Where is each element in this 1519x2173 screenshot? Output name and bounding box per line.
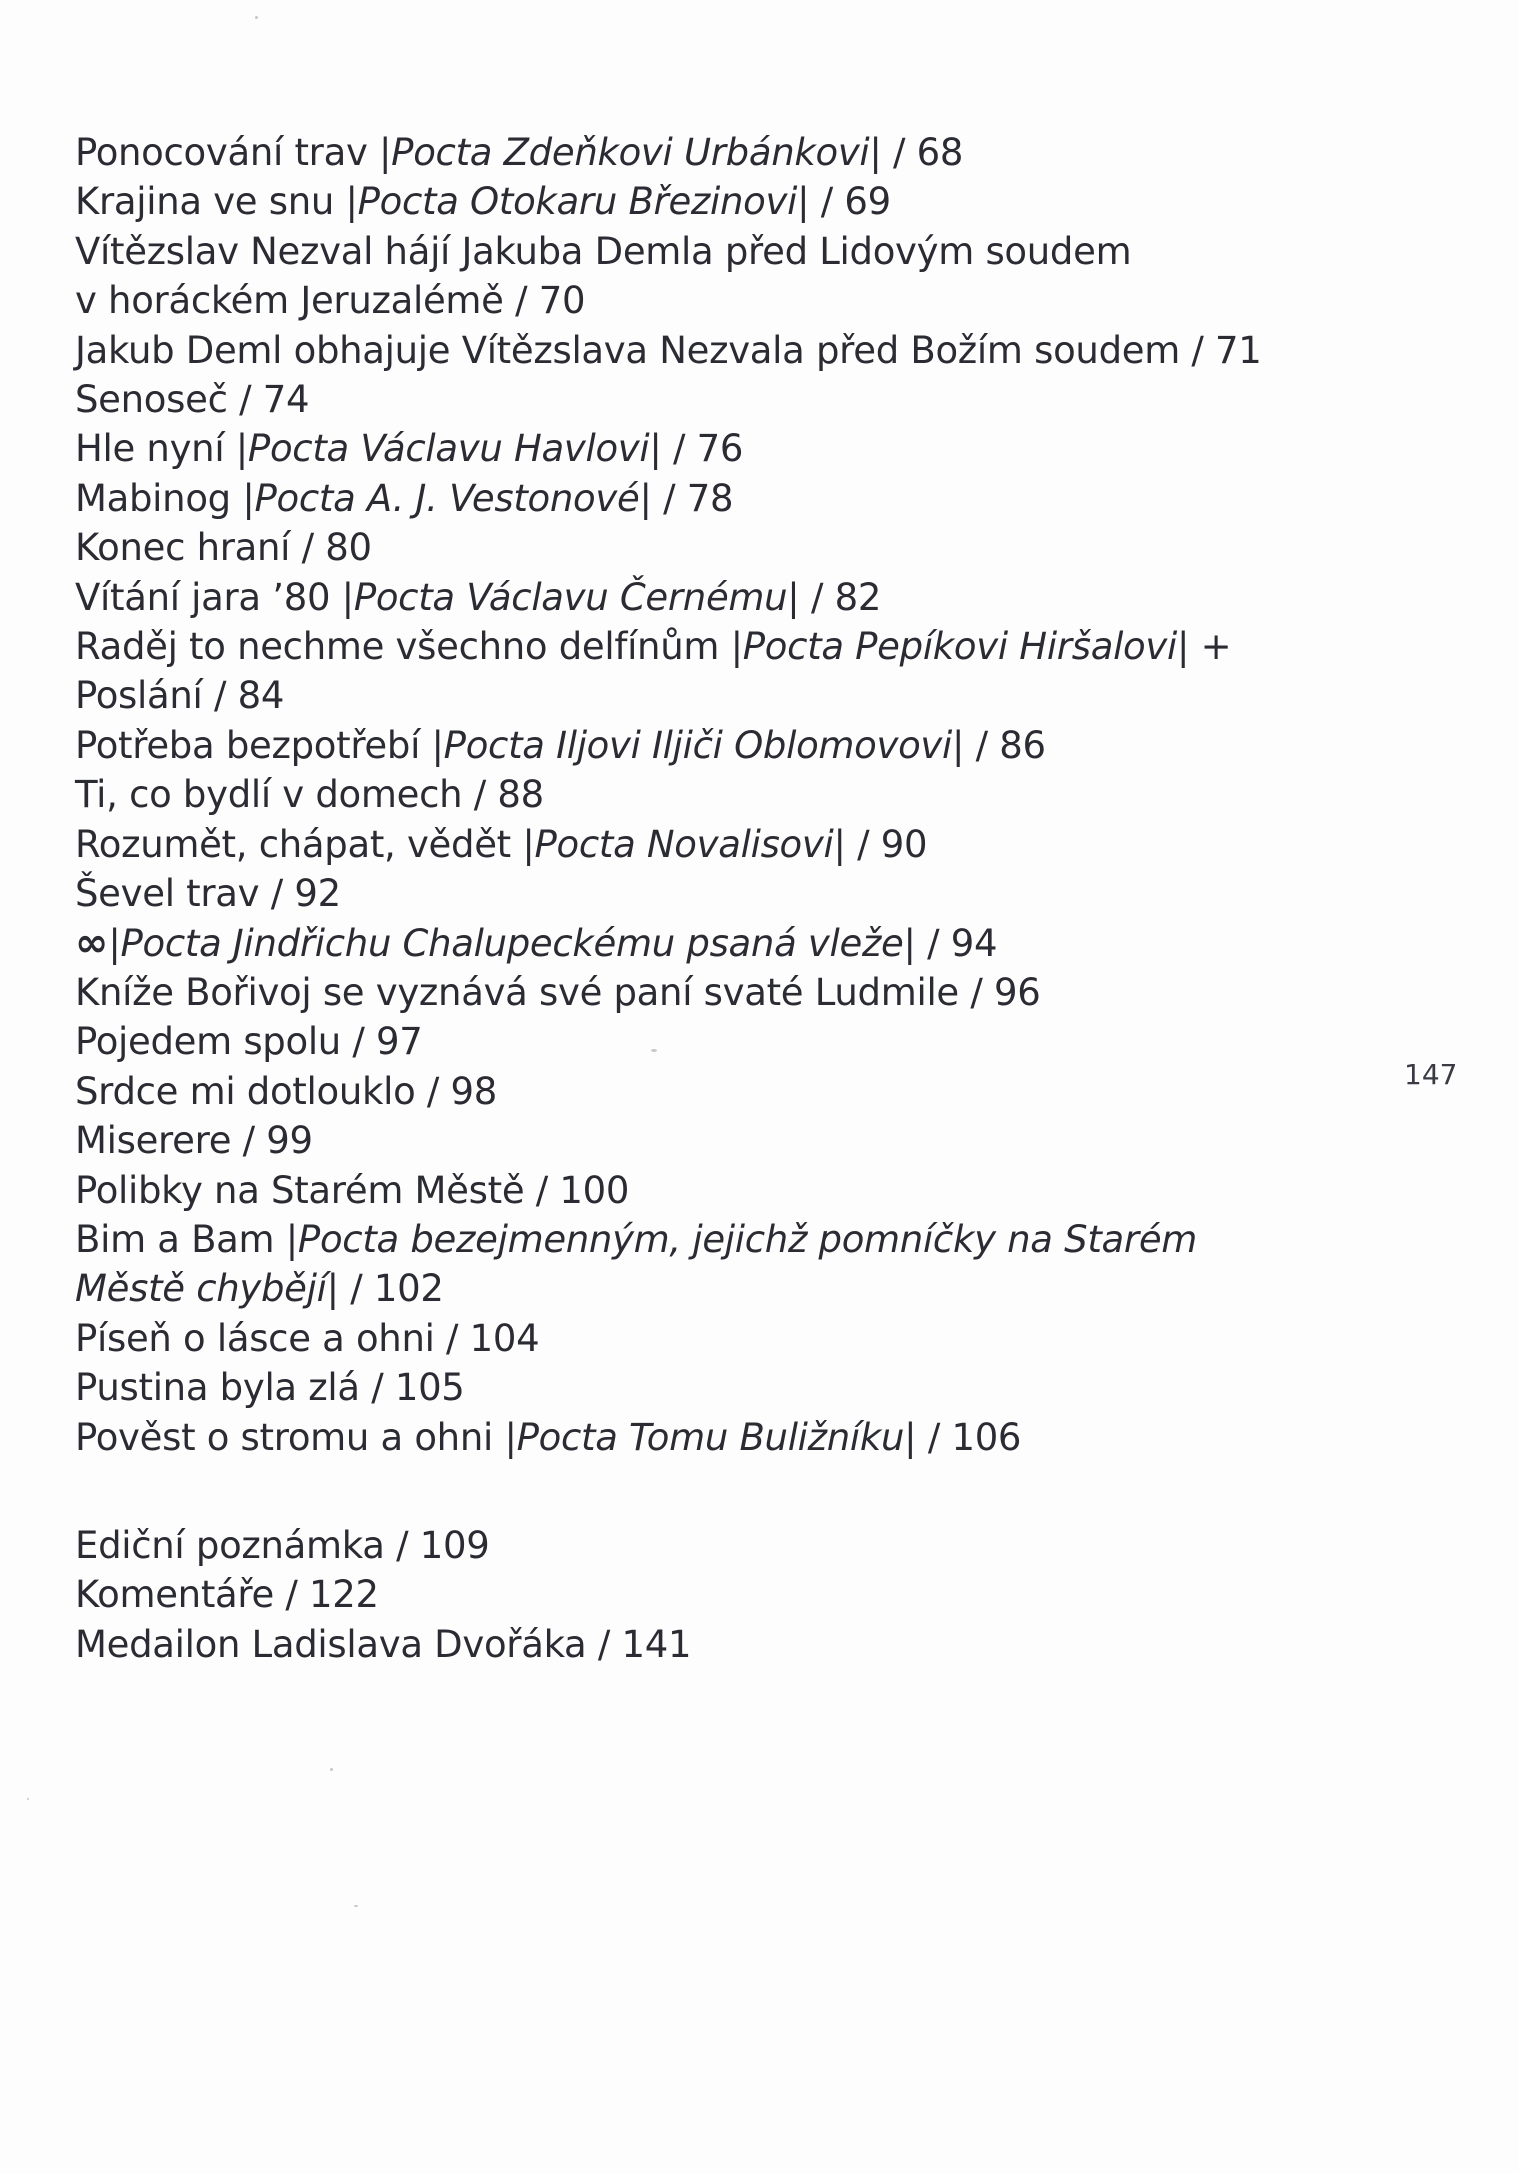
entry-title: Pověst o stromu a ohni [75, 1415, 505, 1459]
paper-speck [330, 1768, 333, 1771]
toc-entry [75, 1215, 1315, 1264]
entry-title: Pojedem spolu [75, 1020, 341, 1064]
infinity-symbol: ∞ [75, 919, 109, 966]
entry-page: / 106 [916, 1415, 1022, 1459]
entry-title: Píseň o lásce a ohni [75, 1316, 435, 1360]
entry-dedication: |Pocta bezejmenným, jejichž pomníčky na Starém [285, 1217, 1198, 1261]
entry-dedication: |Pocta Otokaru Březinovi| [345, 180, 810, 224]
entry-dedication: |Pocta Iljovi Iljiči Oblomovovi| [431, 723, 965, 767]
entry-title: Krajina ve snu [75, 180, 346, 224]
toc-entry [75, 622, 1315, 671]
entry-title: Hle nyní [75, 427, 236, 471]
entry-page: / 86 [964, 723, 1046, 767]
entry-dedication: Městě chybějí| [75, 1267, 339, 1311]
entry-page: / 122 [273, 1573, 379, 1617]
entry-title: Srdce mi dotlouklo [75, 1069, 416, 1113]
toc-entry [75, 1314, 1315, 1363]
entry-page: / 70 [503, 279, 586, 323]
entry-title: Komentáře [75, 1573, 274, 1617]
toc-entry [75, 1067, 1315, 1116]
entry-page: / 76 [661, 427, 744, 471]
entry-title: Vítání jara ’80 [75, 575, 342, 619]
toc-entry [75, 1413, 1315, 1462]
entry-title: Bim a Bam [75, 1217, 286, 1261]
toc-entry [75, 573, 1315, 622]
toc-entry [75, 820, 1315, 869]
toc-entry [75, 424, 1315, 473]
entry-page: / 74 [227, 378, 310, 422]
entry-page: / 104 [434, 1316, 540, 1360]
entry-title: Pustina byla zlá [75, 1366, 360, 1410]
entry-page: / 90 [845, 822, 928, 866]
entry-title: Miserere [75, 1119, 232, 1163]
entry-page: / 84 [202, 674, 285, 718]
entry-page: / 92 [259, 872, 341, 916]
entry-page: / 80 [290, 526, 372, 570]
entry-page: / 98 [415, 1069, 498, 1113]
toc-entry [75, 523, 1315, 572]
entry-title: Ediční poznámka [75, 1523, 385, 1567]
entry-title: v horáckém Jeruzalémě [75, 279, 504, 323]
paper-speck [27, 1798, 29, 1800]
appendix-entry [75, 1620, 1315, 1669]
entry-page: / 109 [384, 1523, 490, 1567]
entry-title: Senoseč [75, 378, 228, 422]
entry-page: / 69 [809, 180, 891, 224]
toc-entry [75, 227, 1315, 276]
entry-dedication: |Pocta Zdeňkovi Urbánkovi| [379, 131, 882, 174]
entry-page: / 96 [958, 970, 1041, 1014]
entry-title: Polibky na Starém Městě [75, 1168, 525, 1212]
entry-dedication: |Pocta Pepíkovi Hiršalovi| [730, 625, 1190, 669]
entry-page: / 141 [586, 1622, 692, 1666]
entry-dedication: |Pocta Václavu Černému| [341, 575, 800, 619]
toc-entry [75, 919, 1315, 968]
paper-speck [255, 16, 258, 19]
entry-page: / 100 [524, 1168, 630, 1212]
entry-page: / 94 [915, 921, 998, 965]
entry-dedication: |Pocta Václavu Havlovi| [235, 427, 662, 471]
toc-entry-continuation [75, 671, 1315, 720]
toc-entry [75, 869, 1315, 918]
toc-entry [75, 375, 1315, 424]
toc-entry [75, 326, 1315, 375]
toc-entry [75, 177, 1315, 226]
entry-dedication: |Pocta Jindřichu Chalupeckému psaná vleže| [108, 921, 916, 965]
toc-entry [75, 1363, 1315, 1412]
entry-page: / 88 [462, 773, 544, 817]
entry-dedication: |Pocta Tomu Buližníku| [504, 1415, 917, 1459]
entry-title: Ponocování trav [75, 131, 380, 174]
entry-title: Kníže Bořivoj se vyznává své paní svaté Ludmile [75, 970, 959, 1014]
entry-title: Jakub Deml obhajuje Vítězslava Nezvala před Božím soudem [75, 328, 1180, 372]
toc-entry [75, 1017, 1315, 1066]
toc-entry [75, 721, 1315, 770]
entry-title: Ševel trav [75, 872, 260, 916]
entry-page: / 68 [881, 131, 964, 174]
toc-entry-continuation [75, 276, 1315, 325]
entry-title: Mabinog [75, 476, 243, 520]
entry-page: / 99 [231, 1119, 313, 1163]
toc-entry [75, 474, 1315, 523]
entry-page: / 82 [799, 575, 882, 619]
entry-title: Raděj to nechme všechno delfínům [75, 625, 731, 669]
entry-page: / 102 [338, 1267, 444, 1311]
toc-entry [75, 1116, 1315, 1165]
entry-page: / 71 [1179, 328, 1262, 372]
toc-entry [75, 770, 1315, 819]
paper-speck [354, 1905, 358, 1907]
entry-title: Vítězslav Nezval hájí Jakuba Demla před Lidovým soudem [75, 229, 1132, 273]
entry-title: Rozumět, chápat, vědět [75, 822, 523, 866]
entry-page: / 105 [359, 1366, 465, 1410]
entry-page: / 78 [651, 476, 734, 520]
entry-title: Konec hraní [75, 526, 291, 570]
toc-entry [75, 128, 1315, 177]
appendix-entry [75, 1521, 1315, 1570]
entry-title: Ti, co bydlí v domech [75, 773, 463, 817]
section-gap [75, 1462, 1315, 1521]
toc-entry-continuation [75, 1264, 1315, 1313]
entry-dedication: |Pocta A. J. Vestonové| [242, 476, 652, 520]
toc-entry [75, 1166, 1315, 1215]
page-number: 147 [1404, 1058, 1458, 1091]
table-of-contents [75, 128, 1315, 1669]
toc-entry [75, 968, 1315, 1017]
entry-dedication: |Pocta Novalisovi| [522, 822, 846, 866]
entry-page: / 97 [340, 1020, 423, 1064]
appendix-entry [75, 1570, 1315, 1619]
entry-title: Poslání [75, 674, 203, 718]
entry-title: Potřeba bezpotřebí [75, 723, 432, 767]
entry-page: + [1189, 625, 1232, 669]
paper-speck [651, 1049, 657, 1052]
entry-title: Medailon Ladislava Dvořáka [75, 1622, 587, 1666]
